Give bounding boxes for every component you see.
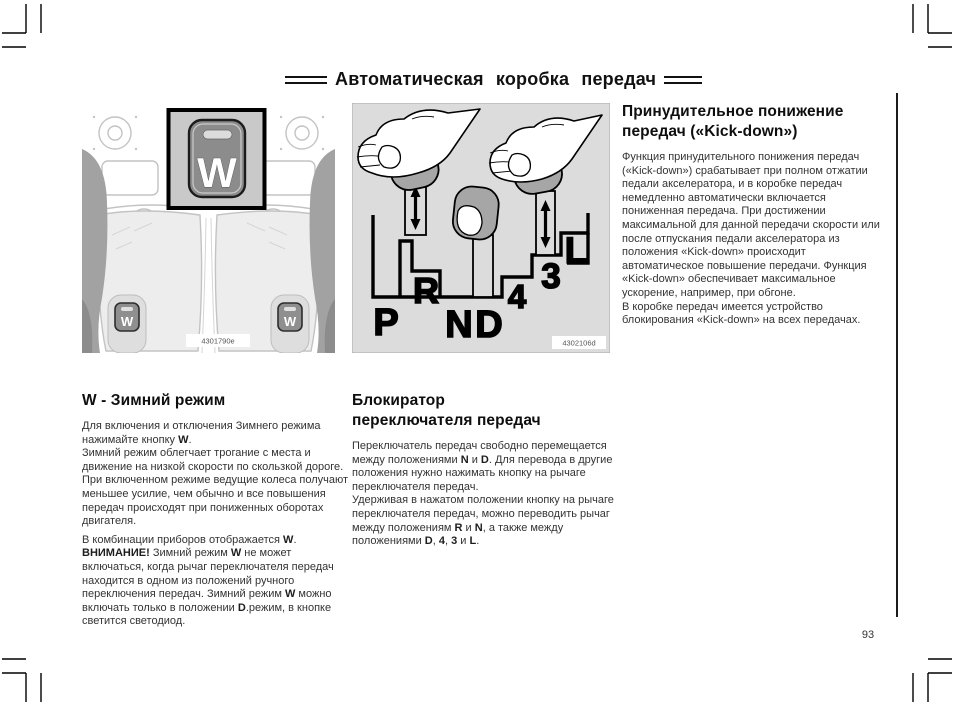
gate-letter-4: 4: [507, 278, 527, 315]
section-winter-mode: [82, 391, 354, 629]
knob-middle-highlight: [457, 206, 482, 236]
winter-mode-button-left[interactable]: [115, 303, 139, 331]
gate-letter-P: P: [373, 302, 399, 344]
w-button-label-left: W: [120, 314, 134, 329]
figure-console-w-button: [82, 103, 335, 353]
gate-letter-D: D: [475, 304, 503, 346]
lock-paragraph-2: Удерживая в нажатом положении кнопку на рычаге переключателя передач, можно переводить рычаг между положениям R и N, а также между положениями D, 4, 3 и L.: [352, 494, 614, 548]
winter-heading: W - Зимний режим: [82, 392, 226, 409]
column-divider: [896, 93, 898, 617]
title-rule-right: [664, 76, 702, 84]
winter-mode-button-right[interactable]: [278, 303, 302, 331]
winter-paragraph-1: Для включения и отключения Зимнего режима нажимайте кнопку W.: [82, 420, 321, 446]
lock-paragraph-1: Переключатель передач свободно перемещается между положениями N и D. Для перевода в другие положения нужно нажимать кнопку на рычаге переключателя передач.: [352, 440, 613, 493]
page-header: [285, 69, 702, 90]
thumb-right: [508, 154, 530, 177]
thumb-left: [378, 146, 400, 169]
gate-letter-N: N: [445, 304, 473, 346]
gate-letter-L: L: [564, 230, 588, 271]
gear-lever-middle: [473, 235, 493, 297]
lock-heading: Блокиратор переключателя передач: [352, 392, 541, 429]
kickdown-paragraph-2: В коробке передач имеется устройство блокирования «Kick-down» на всех передачах.: [622, 300, 861, 327]
section-shift-lock: [352, 391, 618, 549]
winter-paragraph-2: Зимний режим облегчает трогание с места и движение на низкой скорости по скользкой дороге. При включенном режиме ведущие колеса получают меньшее усилие, чем обычно и все повышения передач происходят при пониженных оборотах двигателя.: [82, 447, 349, 528]
kickdown-paragraph-1: Функция принудительного понижения передач («Kick-down») срабатывает при полном отжатии педали акселератора, и в коробке передач немедленно автоматически включается пониженная передача. При достижении максимальной для данной передачи скорости или после отпускания педали акселератора из положения «Kick-down» происходит автоматическое повышение передачи. Функция «Kick-down» обеспечивает максимальное ускорение, например, при обгоне.: [622, 151, 880, 299]
gate-letter-R: R: [413, 270, 439, 311]
winter-paragraph-4: ВНИМАНИЕ! Зимний режим W не может включаться, когда рычаг переключателя передач находится в одном из положений ручного переключения передач. Зимний режим W можно включать только в положении D.режим, в кнопке светится светодиод.: [82, 547, 334, 628]
w-button-label-right: W: [283, 314, 297, 329]
shifter-caption: 4302106d: [562, 338, 596, 348]
figure-shifter-diagram: [352, 103, 610, 353]
console-caption: 4301790e: [201, 336, 235, 346]
title-rule-left: [285, 76, 327, 84]
page-number: 93: [861, 629, 875, 641]
gate-letter-3: 3: [541, 257, 561, 296]
page-title: Автоматическая коробка передач: [335, 69, 657, 89]
winter-paragraph-3: В комбинации приборов отображается W.: [82, 533, 297, 546]
w-button-inset-label: W: [197, 149, 237, 196]
kickdown-heading: Принудительное понижение передач («Kick-down»): [622, 103, 844, 140]
section-kickdown: [622, 102, 884, 328]
w-button-inset: [169, 110, 265, 208]
